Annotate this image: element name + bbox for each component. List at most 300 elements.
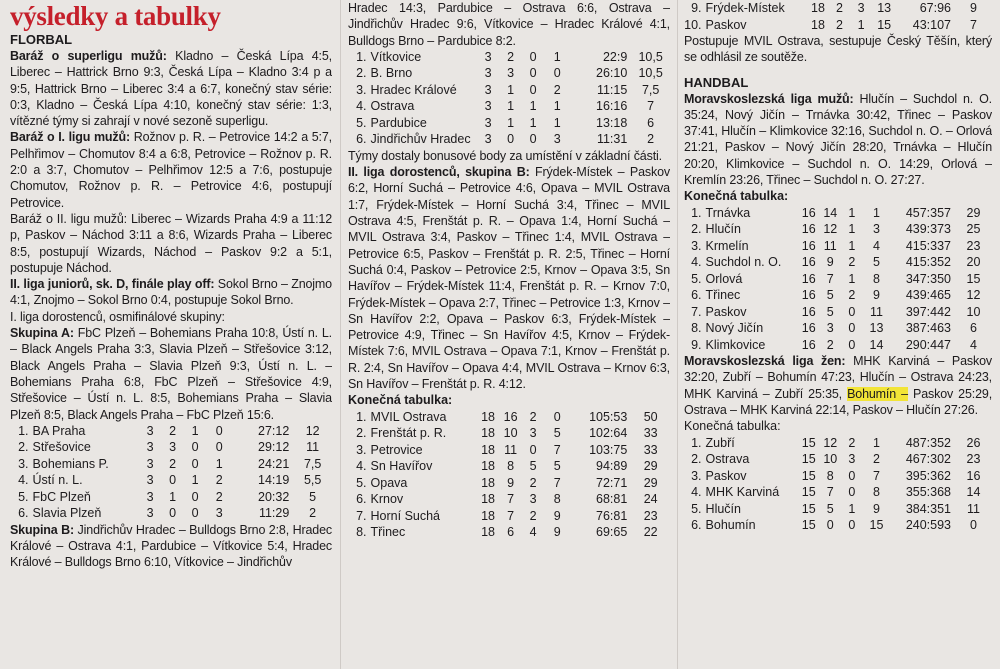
table-cell: Klimkovice <box>705 337 766 352</box>
result-paragraph: II. liga dorostenců, skupina B: Frýdek-Místek – Paskov 6:2, Horní Suchá – Petrovice 4:6, Opava – MVIL Ostrava 1:7, Frýdek-Místek – Horní Suchá 3:4, Třinec – MVIL Ostrava 4:5, Frenštát p. R. – Opava 1:4, Horní Suchá – MVIL Ostrava 3:4, Paskov – Třinec 1:4, MVIL Ostrava – Petrovice 6:5, Paskov – Frenštát p. R. 2:5, Třinec – Horní Suchá 0:4, Paskov – Petrovice 2:5, Krnov – Opava 3:5, Sn Havířov – Frýdek-Místek 11:4, Frenštát p. R. – Krnov 7:0, Frýdek-Místek – Opava 2:7, Třinec – Petrovice 1:3, Krnov – Sn Havířov 2:2, Opava – Paskov 6:3, Frýdek-Místek – Petrovice 4:9, Třinec – Sn Havířov 4:5, Krnov – Frýdek-Místek 7:6, MVIL Ostrava – Opava 7:1, Krnov – Frenštát p. R. 2:4, Sn Havířov – Opava 4:4, MVIL Ostrava – Krnov 6:3, Sn Havířov – Frenštát p. R. 4:12. <box>348 165 670 392</box>
table-cell: 0 <box>529 132 537 147</box>
table-cell: 8 <box>872 485 880 500</box>
table-row <box>348 115 670 132</box>
table-cell: 3. <box>691 238 702 253</box>
table-cell: 18 <box>481 426 496 441</box>
table-cell: 0 <box>826 518 834 533</box>
table-cell: 24 <box>643 492 658 507</box>
table-row <box>684 271 992 288</box>
table-cell: 9 <box>872 501 880 516</box>
table-cell: 2 <box>169 423 177 438</box>
table-cell: 1 <box>169 489 177 504</box>
table-cell: 2 <box>529 409 537 424</box>
table-cell: 1. <box>691 205 702 220</box>
table-cell: 2. <box>356 426 367 441</box>
table-cell: 16 <box>966 468 981 483</box>
table-cell: 22 <box>643 525 658 540</box>
table-cell: 2 <box>553 82 561 97</box>
table-cell: 0 <box>215 423 223 438</box>
table-cell: 12 <box>823 435 838 450</box>
table-cell: 24:21 <box>258 456 290 471</box>
table-cell: BA Praha <box>32 423 86 438</box>
table-cell: 13 <box>877 1 892 15</box>
table-cell: 0 <box>191 489 199 504</box>
table-cell: 23 <box>966 452 981 467</box>
table-cell: Krnov <box>370 492 404 507</box>
table-cell: 3 <box>484 99 492 114</box>
table-cell: 1 <box>857 17 865 32</box>
table-cell: 7 <box>826 271 834 286</box>
table-cell: B. Brno <box>370 66 413 81</box>
table-cell: 18 <box>481 492 496 507</box>
table-cell: 1 <box>529 115 537 130</box>
table-cell: 3 <box>553 132 561 147</box>
table-cell: 4 <box>529 525 537 540</box>
column-3 <box>684 0 992 669</box>
table-cell: 14 <box>823 205 838 220</box>
table-cell: 0 <box>507 132 515 147</box>
table-cell: 439:373 <box>905 222 951 237</box>
final-table-label: Konečná tabulka: <box>684 189 789 204</box>
table-cell: 7. <box>356 508 367 523</box>
table-row <box>684 205 992 222</box>
table-cell: 1 <box>191 473 199 488</box>
table-cell: 7 <box>970 17 977 32</box>
table-cell: 15 <box>801 518 816 533</box>
table-cell: 0 <box>169 473 177 488</box>
table-cell: 7. <box>691 304 702 319</box>
table-cell: 1. <box>18 423 29 438</box>
table-cell: 10 <box>966 304 981 319</box>
table-cell: 18 <box>481 442 496 457</box>
table-cell: 5 <box>826 288 834 303</box>
table-cell: 6. <box>356 132 367 147</box>
table-cell: 14 <box>966 485 981 500</box>
result-paragraph: I. liga dorostenců, osmifinálové skupiny: <box>10 309 225 324</box>
table-cell: 15 <box>801 452 816 467</box>
table-cell: 347:350 <box>905 271 951 286</box>
table-row <box>348 98 670 115</box>
table-cell: 2. <box>691 222 702 237</box>
table-cell: 1 <box>507 82 515 97</box>
table-cell: 29 <box>966 205 981 220</box>
table-cell: 0 <box>848 485 856 500</box>
table-cell: 4 <box>970 337 977 352</box>
table-cell: 10. <box>684 17 702 32</box>
table-cell: 13 <box>869 321 884 336</box>
table-cell: 43:107 <box>912 17 951 32</box>
table-row <box>684 517 992 534</box>
table-row <box>348 508 670 525</box>
table-cell: Opava <box>370 475 408 490</box>
table-cell: 384:351 <box>905 501 951 516</box>
table-cell: 2 <box>826 337 834 352</box>
table-cell: Zubří <box>705 435 735 450</box>
table-cell: 1 <box>507 115 515 130</box>
table-row <box>684 501 992 518</box>
table-cell: 8 <box>553 492 561 507</box>
table-cell: 1. <box>691 435 702 450</box>
table-cell: 5 <box>309 489 317 504</box>
table-cell: 2 <box>872 452 880 467</box>
table-cell: 7,5 <box>303 456 322 471</box>
table-cell: 16 <box>801 271 816 286</box>
table-cell: 415:352 <box>905 255 951 270</box>
table-cell: 3 <box>484 115 492 130</box>
table-cell: 5. <box>18 489 29 504</box>
table-cell: 18 <box>481 475 496 490</box>
result-paragraph: Moravskoslezská liga mužů: Hlučín – Suchdol n. O. 35:24, Nový Jičín – Trnávka 30:42, Třinec – Paskov 37:41, Hlučín – Klimkovice 32:16, Suchdol n. O. – Orlová 21:21, Paskov – Nový Jičín 28:20, Trnávka – Hlučín 20:20, Klimkovice – Suchdol n. O. 14:29, Orlová – Kremlín 23:26, Třinec – Suchdol n. O. 27:27. <box>684 91 992 188</box>
table-cell: 9 <box>553 525 561 540</box>
table-cell: Krmelín <box>705 238 749 253</box>
table-cell: 16 <box>801 288 816 303</box>
table-cell: Slavia Plzeň <box>32 506 102 521</box>
table-cell: 439:465 <box>905 288 951 303</box>
table-cell: 33 <box>643 442 658 457</box>
table-cell: 1 <box>848 238 856 253</box>
table-cell: 3 <box>215 506 223 521</box>
table-cell: 0 <box>848 337 856 352</box>
table-cell: 8 <box>826 468 834 483</box>
table-cell: Hradec Králové <box>370 82 457 97</box>
table-cell: 18 <box>481 459 496 474</box>
table-cell: Paskov <box>705 468 747 483</box>
result-paragraph: Baráž o superligu mužů: Kladno – Česká Lípa 4:5, Liberec – Hattrick Brno 9:3, Česká Lípa – Kladno 3:4 p a 9:5, Hattrick Brno – Liberec 3:4 a 6:7, konečný stav série: 0:3, Kladno – Česká Lípa 4:10, konečný stav série: 1:3, vítězné týmy si zahrají v nové sezoně superligu. <box>10 49 332 129</box>
table-row <box>684 435 992 452</box>
table-cell: 4. <box>356 99 367 114</box>
table-row <box>348 65 670 82</box>
table-cell: 487:352 <box>905 435 951 450</box>
table-cell: 16 <box>801 321 816 336</box>
table-cell: 16 <box>801 222 816 237</box>
result-paragraph: Moravskoslezská liga žen: MHK Karviná – Paskov 32:20, Zubří – Bohumín 47:23, Hlučín – Ostrava 24:23, MHK Karviná – Zubří 25:35, Bohumín – Paskov 25:29, Ostrava – MHK Karviná 22:14, Paskov – Hlučín 27:26. <box>684 354 992 418</box>
table-cell: 8 <box>872 271 880 286</box>
table-cell: 2 <box>647 132 655 147</box>
table-cell: 5 <box>553 459 561 474</box>
table-cell: 0 <box>553 66 561 81</box>
table-cell: Ostrava <box>705 452 750 467</box>
table-cell: 3 <box>872 222 880 237</box>
table-cell: 7 <box>647 99 655 114</box>
table-cell: 11:31 <box>596 132 628 147</box>
table-cell: 0 <box>191 440 199 455</box>
final-table-label: Konečná tabulka: <box>348 393 453 408</box>
table-cell: 3. <box>356 442 367 457</box>
table-cell: 9 <box>826 255 834 270</box>
table-cell: Sn Havířov <box>370 459 433 474</box>
table-cell: 0 <box>529 442 537 457</box>
table-cell: 25 <box>966 222 981 237</box>
table-cell: 12 <box>966 288 981 303</box>
table-cell: 4. <box>691 485 702 500</box>
table-row <box>348 82 670 99</box>
table-cell: 0 <box>191 506 199 521</box>
table-row <box>684 337 992 354</box>
table-cell: 3. <box>356 82 367 97</box>
result-paragraph: Baráž o I. ligu mužů: Rožnov p. R. – Petrovice 14:2 a 5:7, Pelhřimov – Chomutov 8:4 a 6:8, Petrovice – Rožnov p. R. 2:0 a 3:7, Chomutov – Pelhřimov 12:5 a 7:6, postupuje Chomutov, Rožnov p. R. – Petrovice 4:6, postupují Petrovice. <box>10 130 332 210</box>
table-cell: 3 <box>484 66 492 81</box>
table-cell: 3 <box>169 440 177 455</box>
table-cell: 9 <box>507 475 515 490</box>
table-cell: Orlová <box>705 271 743 286</box>
floorball-results <box>10 48 332 423</box>
table-cell: 13:18 <box>596 115 628 130</box>
table-cell: 1 <box>553 99 561 114</box>
table-cell: 0 <box>848 321 856 336</box>
table-row <box>348 131 670 148</box>
table-cell: 3 <box>146 506 154 521</box>
table-cell: 290:447 <box>905 337 951 352</box>
table-cell: 240:593 <box>905 518 951 533</box>
final-table-label: Konečná tabulka: <box>684 419 781 434</box>
table-cell: 5. <box>691 501 702 516</box>
table-cell: 3 <box>507 66 515 81</box>
table-cell: 0 <box>191 456 199 471</box>
section-floorball: FLORBAL <box>10 32 73 47</box>
table-cell: 67:96 <box>919 1 951 15</box>
table-cell: 5 <box>826 304 834 319</box>
table-cell: 1 <box>848 271 856 286</box>
table-cell: 2. <box>691 452 702 467</box>
table-cell: 2 <box>848 288 856 303</box>
table-cell: 5 <box>872 255 880 270</box>
table-cell: 3 <box>146 489 154 504</box>
table-cell: 9 <box>970 1 977 15</box>
table-cell: 0 <box>529 49 537 64</box>
table-cell: 3 <box>529 426 537 441</box>
table-cell: 3 <box>146 456 154 471</box>
table-row <box>10 472 332 489</box>
table-cell: 5 <box>553 426 561 441</box>
standings-table-group-a <box>10 423 332 522</box>
table-cell: 102:64 <box>589 426 628 441</box>
table-row <box>684 468 992 485</box>
standings-table-group-b <box>348 49 670 148</box>
table-cell: 15 <box>801 485 816 500</box>
table-cell: 5. <box>356 115 367 130</box>
table-row <box>684 287 992 304</box>
table-cell: 2 <box>215 489 223 504</box>
table-cell: 5 <box>529 459 537 474</box>
table-cell: 9 <box>872 288 880 303</box>
table-cell: 4. <box>691 255 702 270</box>
table-cell: 1 <box>848 501 856 516</box>
table-cell: 23 <box>966 238 981 253</box>
table-cell: 12 <box>305 423 320 438</box>
table-cell: 10 <box>503 426 518 441</box>
table-row <box>684 238 992 255</box>
table-cell: 16:16 <box>596 99 628 114</box>
table-cell: Horní Suchá <box>370 508 441 523</box>
table-cell: 15 <box>966 271 981 286</box>
table-cell: 6 <box>507 525 515 540</box>
table-cell: 3 <box>529 492 537 507</box>
table-cell: 4. <box>18 473 29 488</box>
result-paragraph: Hradec 14:3, Pardubice – Ostrava 6:6, Ostrava – Jindřichův Hradec 9:6, Vítkovice – Hradec Králové 4:1, Bulldogs Brno – Pardubice 8:2. <box>348 1 670 48</box>
table-row <box>10 489 332 506</box>
table-cell: 6. <box>691 518 702 533</box>
table-cell: 16 <box>801 304 816 319</box>
table-cell: Vítkovice <box>370 49 422 64</box>
table-cell: 14:19 <box>258 473 290 488</box>
table-cell: Bohumín <box>705 518 756 533</box>
table-cell: 16 <box>801 255 816 270</box>
table-cell: 1. <box>356 409 367 424</box>
table-cell: 6. <box>18 506 29 521</box>
section-handball: HANDBAL <box>684 74 749 90</box>
table-cell: 7 <box>553 442 561 457</box>
table-cell: 467:302 <box>905 452 951 467</box>
table-cell: Hlučín <box>705 222 741 237</box>
table-cell: 9. <box>691 337 702 352</box>
table-cell: 395:362 <box>905 468 951 483</box>
table-row <box>348 409 670 426</box>
table-cell: Paskov <box>705 17 747 32</box>
table-cell: 3 <box>857 1 865 15</box>
result-paragraph: Skupina A: FbC Plzeň – Bohemians Praha 10:8, Ústí n. L. – Black Angels Praha 3:3, Slavia Plzeň – Střešovice 3:12, Black Angels Praha – Slavia Plzeň 9:3, Ústí n. L. – Bohemians Praha 6:8, FbC Plzeň – Střešovice 4:9, Střešovice – Ústí n. L. 8:5, Bohemians Praha – Slavia Plzeň 8:5, Black Angels Praha – FbC Plzeň 15:6. <box>10 326 332 422</box>
table-cell: 16 <box>801 238 816 253</box>
table-row <box>348 442 670 459</box>
table-cell: 33 <box>643 426 658 441</box>
table-cell: 1 <box>191 423 199 438</box>
table-cell: 94:89 <box>596 459 628 474</box>
table-cell: 2 <box>848 435 856 450</box>
table-cell: 15 <box>801 501 816 516</box>
table-cell: 16 <box>503 409 518 424</box>
table-row <box>348 458 670 475</box>
table-cell: 50 <box>643 409 658 424</box>
table-cell: 7,5 <box>641 82 660 97</box>
table-cell: 457:357 <box>905 205 951 220</box>
table-cell: 6 <box>970 321 977 336</box>
table-cell: 3 <box>484 49 492 64</box>
column-1 <box>10 0 332 669</box>
table-cell: 2 <box>836 17 843 32</box>
table-cell: 0 <box>848 518 856 533</box>
table-cell: 1 <box>848 205 856 220</box>
table-cell: 18 <box>481 508 496 523</box>
table-cell: 5. <box>691 271 702 286</box>
table-cell: Paskov <box>705 304 747 319</box>
table-cell: Jindřichův Hradec <box>370 132 471 147</box>
table-cell: 5 <box>826 501 834 516</box>
table-cell: 0 <box>169 506 177 521</box>
table-cell: 29 <box>643 475 658 490</box>
table-cell: 2 <box>215 473 223 488</box>
table-cell: 10 <box>823 452 838 467</box>
table-cell: 9. <box>691 1 702 15</box>
table-cell: 0 <box>848 468 856 483</box>
table-cell: 14 <box>869 337 884 352</box>
table-cell: 69:65 <box>596 525 628 540</box>
table-cell: 4. <box>356 459 367 474</box>
table-cell: Ústí n. L. <box>32 473 83 488</box>
table-cell: 3 <box>848 452 856 467</box>
table-cell: 1 <box>553 115 561 130</box>
table-cell: 2 <box>507 49 515 64</box>
table-cell: 0 <box>553 409 561 424</box>
table-cell: 105:53 <box>589 409 628 424</box>
table-cell: Ostrava <box>370 99 415 114</box>
table-cell: 27:12 <box>258 423 290 438</box>
table-cell: Střešovice <box>32 440 91 455</box>
table-cell: Nový Jičín <box>705 321 764 336</box>
table-cell: 3 <box>484 132 492 147</box>
table-cell: 1 <box>507 99 515 114</box>
table-cell: 0 <box>970 518 977 533</box>
standings-table-men <box>684 205 992 354</box>
table-cell: 3 <box>146 423 154 438</box>
table-cell: 10,5 <box>638 49 663 64</box>
table-cell: 1 <box>529 99 537 114</box>
table-cell: 68:81 <box>596 492 628 507</box>
table-cell: Petrovice <box>370 442 423 457</box>
result-paragraph: Skupina B: Jindřichův Hradec – Bulldogs Brno 2:8, Hradec Králové – Ostrava 4:1, Pardubice – Vítkovice 5:4, Hradec Králové – Bulldogs Brno 6:10, Vítkovice – Jindřichův <box>10 522 332 570</box>
table-cell: 9 <box>553 508 561 523</box>
table-row <box>684 484 992 501</box>
table-cell: 26:10 <box>596 66 628 81</box>
standings-table-dorost <box>348 409 670 541</box>
table-cell: 18 <box>811 1 825 15</box>
standings-table-women <box>684 435 992 534</box>
table-cell: 72:71 <box>596 475 628 490</box>
standings-table-dorost-cont <box>684 0 992 33</box>
table-cell: 6. <box>356 492 367 507</box>
table-cell: 5. <box>356 475 367 490</box>
table-cell: FbC Plzeň <box>32 489 91 504</box>
table-cell: 11 <box>823 238 837 253</box>
table-row <box>10 456 332 473</box>
table-cell: 5,5 <box>303 473 322 488</box>
table-cell: 15 <box>801 435 816 450</box>
table-cell: 1. <box>356 49 367 64</box>
table-cell: 8 <box>507 459 515 474</box>
table-cell: 11 <box>504 442 518 457</box>
table-row <box>684 451 992 468</box>
table-cell: 16 <box>801 205 816 220</box>
table-cell: 0 <box>848 304 856 319</box>
table-cell: 0 <box>529 82 537 97</box>
table-cell: Suchdol n. O. <box>705 255 782 270</box>
table-cell: 6 <box>647 115 655 130</box>
table-cell: 2. <box>356 66 367 81</box>
table-cell: 415:337 <box>905 238 951 253</box>
table-row <box>10 423 332 440</box>
table-cell: 7 <box>826 485 834 500</box>
table-cell: 103:75 <box>589 442 628 457</box>
table-cell: 2 <box>848 255 856 270</box>
result-paragraph: Baráž o II. ligu mužů: Liberec – Wizards Praha 4:9 a 11:12 p, Paskov – Náchod 3:11 a 8:6, Wizards Praha – Liberec 8:5, postupují Wizards, Náchod – Paskov 9:2 a 5:1, postupuje Náchod. <box>10 211 332 275</box>
table-cell: 18 <box>481 409 496 424</box>
table-cell: 4 <box>872 238 880 253</box>
table-cell: 8. <box>691 321 702 336</box>
table-cell: 10,5 <box>638 66 663 81</box>
table-cell: Pardubice <box>370 115 427 130</box>
table-cell: 1 <box>872 205 880 220</box>
table-row <box>10 439 332 456</box>
table-cell: 11 <box>869 304 883 319</box>
table-cell: 7 <box>872 468 880 483</box>
table-cell: 3 <box>146 440 154 455</box>
table-cell: 6. <box>691 288 702 303</box>
table-cell: MHK Karviná <box>705 485 780 500</box>
table-row <box>348 425 670 442</box>
table-cell: 8. <box>356 525 367 540</box>
table-cell: 20:32 <box>258 489 290 504</box>
table-row <box>348 49 670 66</box>
table-cell: 7 <box>507 508 515 523</box>
table-row <box>348 475 670 492</box>
